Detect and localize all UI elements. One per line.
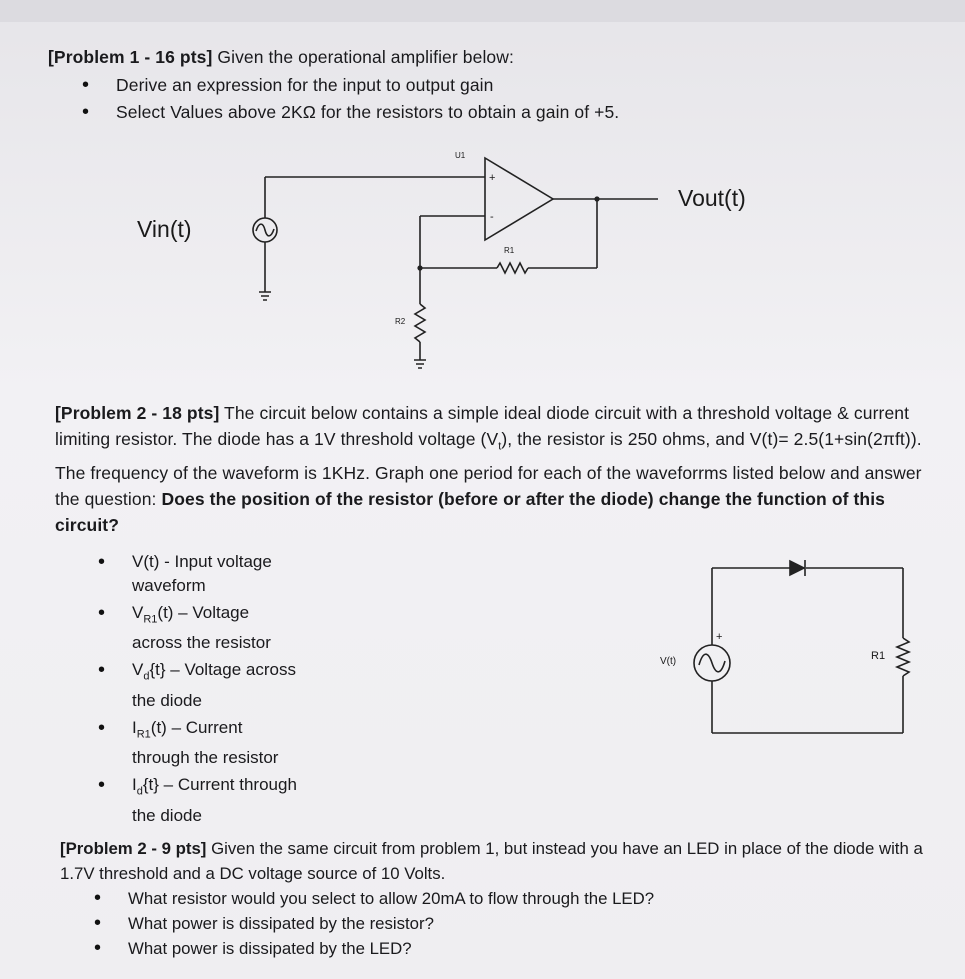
- threshold-subscript: t: [498, 440, 502, 453]
- bullet-text-line2: across the resistor: [132, 633, 271, 653]
- problem-3-statement: [60, 836, 940, 886]
- bullet-text-line2: waveform: [132, 576, 206, 595]
- bullet-subscript: d: [136, 785, 143, 798]
- r1-label: R1: [504, 246, 515, 255]
- problem-2-text-a: The circuit below contains a simple ideal diode circuit with a threshold voltage & current limiting resistor. The diode has a 1V threshold voltage (V: [55, 403, 910, 449]
- opamp-plus-sign: +: [489, 172, 496, 184]
- bullet-text: I: [132, 717, 137, 737]
- list-item: • Derive an expression for the input to output gain: [116, 72, 928, 99]
- diode-icon: [790, 560, 805, 576]
- bullet-subscript: R1: [143, 613, 158, 626]
- bullet-text-line2: through the resistor: [132, 748, 279, 768]
- bullet-text: (t) – Current: [150, 717, 243, 737]
- problem-1-intro: Given the operational amplifier below:: [212, 47, 514, 67]
- bullet-text: {t} – Current through: [142, 775, 297, 795]
- list-item: • What resistor would you select to allow 20mA to flow through the LED?: [128, 886, 940, 911]
- problem-1-heading: [Problem 1 - 16 pts]: [48, 47, 213, 67]
- list-item: • What power is dissipated by the LED?: [128, 936, 940, 961]
- problem-3: [60, 836, 940, 961]
- problem-2-text-b: ), the resistor is 250 ohms, and V(t)= 2.5(1+sin(2πft)). The frequency of the waveform is 1KHz. Graph one period for each of the waveforrms listed below and answer the question:: [55, 429, 922, 509]
- vin-label: Vin(t): [137, 216, 192, 242]
- ac-source-icon: [694, 645, 730, 681]
- opamp-label: U1: [455, 151, 466, 160]
- source-label: V(t): [660, 656, 677, 667]
- source-plus-sign: +: [716, 631, 723, 643]
- problem-2-question: Does the position of the resistor (before or after the diode) change the function of this circuit?: [55, 488, 886, 535]
- bullet-subscript: R1: [136, 728, 151, 741]
- problem-2-heading: [Problem 2 - 18 pts]: [55, 403, 220, 423]
- r2-label: R2: [395, 317, 406, 326]
- bullet-text-line2: the diode: [132, 690, 202, 710]
- bullet-text-line2: the diode: [132, 805, 202, 825]
- problem-3-heading: [Problem 2 - 9 pts]: [60, 839, 207, 858]
- r1-resistor: [897, 638, 909, 676]
- bullet-text: V: [132, 603, 144, 622]
- problem-3-bullet-list: [128, 886, 940, 961]
- list-item: • What power is dissipated by the resistor?: [128, 911, 940, 936]
- opamp-minus-sign: -: [490, 211, 494, 223]
- vout-label: Vout(t): [678, 185, 746, 211]
- bullet-text: V: [132, 660, 144, 680]
- resistor-label: R1: [871, 650, 886, 662]
- bullet-subscript: d: [143, 670, 150, 683]
- list-item: • Select Values above 2KΩ for the resistors to obtain a gain of +5.: [116, 99, 928, 126]
- problem-3-intro: Given the same circuit from problem 1, but instead you have an LED in place of the diode with a 1.7V threshold and a DC voltage source of 10 Volts.: [60, 839, 923, 883]
- bullet-text: {t} – Voltage across: [149, 660, 296, 680]
- bullet-text: I: [132, 775, 137, 795]
- bullet-text: V(t) - Input voltage: [132, 552, 272, 571]
- bullet-text: (t) – Voltage: [157, 603, 250, 622]
